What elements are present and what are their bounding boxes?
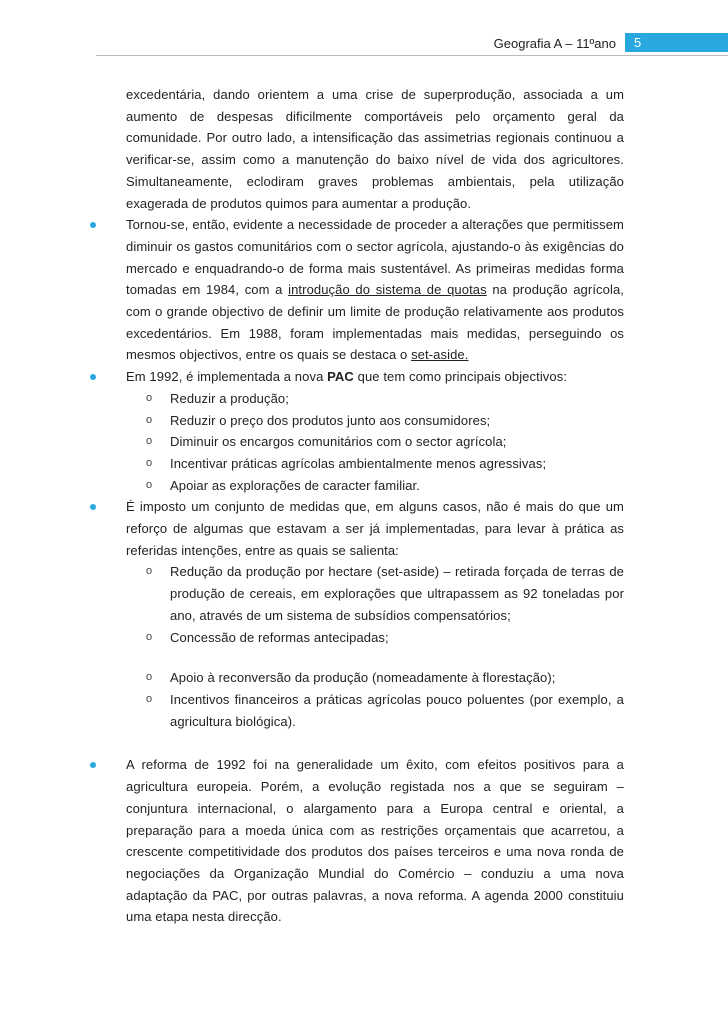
page-number-badge: 5	[625, 33, 728, 52]
circle-bullet-icon: o	[146, 391, 153, 404]
list-item-text: Concessão de reformas antecipadas;	[170, 629, 389, 645]
intro-paragraph: excedentária, dando orientem a uma crise de superprodução, associada a um aumento de despesas dificilmente comportáveis pelo orçamento geral da comunidade. Por outro lado, a intensificação das assimetrias regionais continuou a verificar-se, assim como a manutenção do baixo nível de vida dos agricultores. Simultaneamente, eclodiram graves problemas ambientais, pela utilização exagerada de produtos quimos para aumentar a produção.	[126, 87, 624, 211]
header-divider	[96, 55, 728, 56]
quotas-underlined-text: introdução do sistema de quotas	[288, 282, 487, 298]
bullet-paragraph	[126, 366, 624, 388]
bullet-paragraph: É imposto um conjunto de medidas que, em alguns casos, não é mais do que um reforço de algumas que estavam a ser já implementadas, para levar à prática as referidas intenções, entre as quais se salienta:	[126, 499, 624, 558]
text-segment: Em 1992, é implementada a nova	[126, 369, 328, 385]
list-item	[126, 689, 624, 732]
list-item-text: Reduzir a produção;	[170, 390, 289, 406]
circle-bullet-icon: o	[146, 671, 153, 684]
list-item	[126, 667, 624, 689]
circle-bullet-icon: o	[146, 413, 153, 426]
page-header	[0, 0, 728, 70]
spacer	[126, 648, 624, 667]
measures-list-continued	[126, 667, 624, 732]
bullet-dot-icon	[90, 762, 96, 768]
bullet-paragraph	[126, 214, 624, 366]
list-item	[126, 453, 624, 475]
list-item-text: Reduzir o preço dos produtos junto aos consumidores;	[170, 412, 491, 428]
list-item-text: Incentivos financeiros a práticas agrícolas pouco poluentes (por exemplo, a agricultura biológica).	[170, 691, 624, 729]
header-title: Geografia A – 11ºano	[493, 36, 616, 51]
list-item	[126, 561, 624, 626]
circle-bullet-icon: o	[146, 565, 153, 578]
bullet-dot-icon	[90, 504, 96, 510]
spacer	[126, 732, 624, 754]
bullet-item-measures	[126, 496, 624, 732]
bullet-paragraph: A reforma de 1992 foi na generalidade um êxito, com efeitos positivos para a agricultura europeia. Porém, a evolução registada nos a que se seguiram – conjuntura internacional, o alargamento para a Europa central e oriental, a preparação para a moeda única com as restrições orçamentais que acarretou, a crescente competitividade dos produtos dos países terceiros e uma nova ronda de negociações da Organização Mundial do Comércio – conduziu a uma nova adaptação da PAC, por outras palavras, a nova reforma. A agenda 2000 constituiu uma etapa nesta direcção.	[126, 757, 624, 925]
circle-bullet-icon: o	[146, 692, 153, 705]
text-segment: na produção agrícola, com o grande objectivo de definir um limite de produção relativamente aos produtos excedentários. Em 1988, foram implementadas mais medidas, perseguindo os mesmos objectivos, entre os quais se destaca o	[126, 282, 624, 363]
list-item	[126, 627, 624, 649]
list-item	[126, 431, 624, 453]
document-body	[126, 84, 624, 928]
list-item-text: Redução da produção por hectare (set-aside) – retirada forçada de terras de produção de cereais, em explorações que ultrapassem as 92 toneladas por ano, através de um sistema de subsídios compensatórios;	[170, 564, 624, 623]
bullet-dot-icon	[90, 374, 96, 380]
list-item-text: Apoio à reconversão da produção (nomeadamente à florestação);	[170, 670, 556, 686]
list-item	[126, 475, 624, 497]
text-segment: Tornou-se, então, evidente a necessidade de proceder a alterações que permitissem diminuir os gastos comunitários com o sector agrícola, ajustando-o às exigências do mercado e enquadrando-o de forma mais sustentável. As primeiras medidas forma tomadas em 1984, com a	[126, 217, 624, 298]
set-aside-underlined-text: set-aside.	[411, 347, 469, 363]
bullet-item-reform-1992	[126, 754, 624, 928]
list-item	[126, 388, 624, 410]
bullet-item-quotas	[126, 214, 624, 366]
pac-bold-text: PAC	[327, 369, 354, 385]
list-item-text: Incentivar práticas agrícolas ambientalmente menos agressivas;	[170, 455, 547, 471]
measures-list	[126, 561, 624, 648]
bullet-dot-icon	[90, 222, 96, 228]
objectives-list	[126, 388, 624, 497]
circle-bullet-icon: o	[146, 435, 153, 448]
list-item	[126, 410, 624, 432]
text-segment: que tem como principais objectivos:	[353, 369, 568, 385]
circle-bullet-icon: o	[146, 456, 153, 469]
circle-bullet-icon: o	[146, 478, 153, 491]
list-item-text: Apoiar as explorações de caracter familiar.	[170, 477, 420, 493]
bullet-item-pac-1992	[126, 366, 624, 496]
circle-bullet-icon: o	[146, 630, 153, 643]
list-item-text: Diminuir os encargos comunitários com o sector agrícola;	[170, 434, 507, 450]
